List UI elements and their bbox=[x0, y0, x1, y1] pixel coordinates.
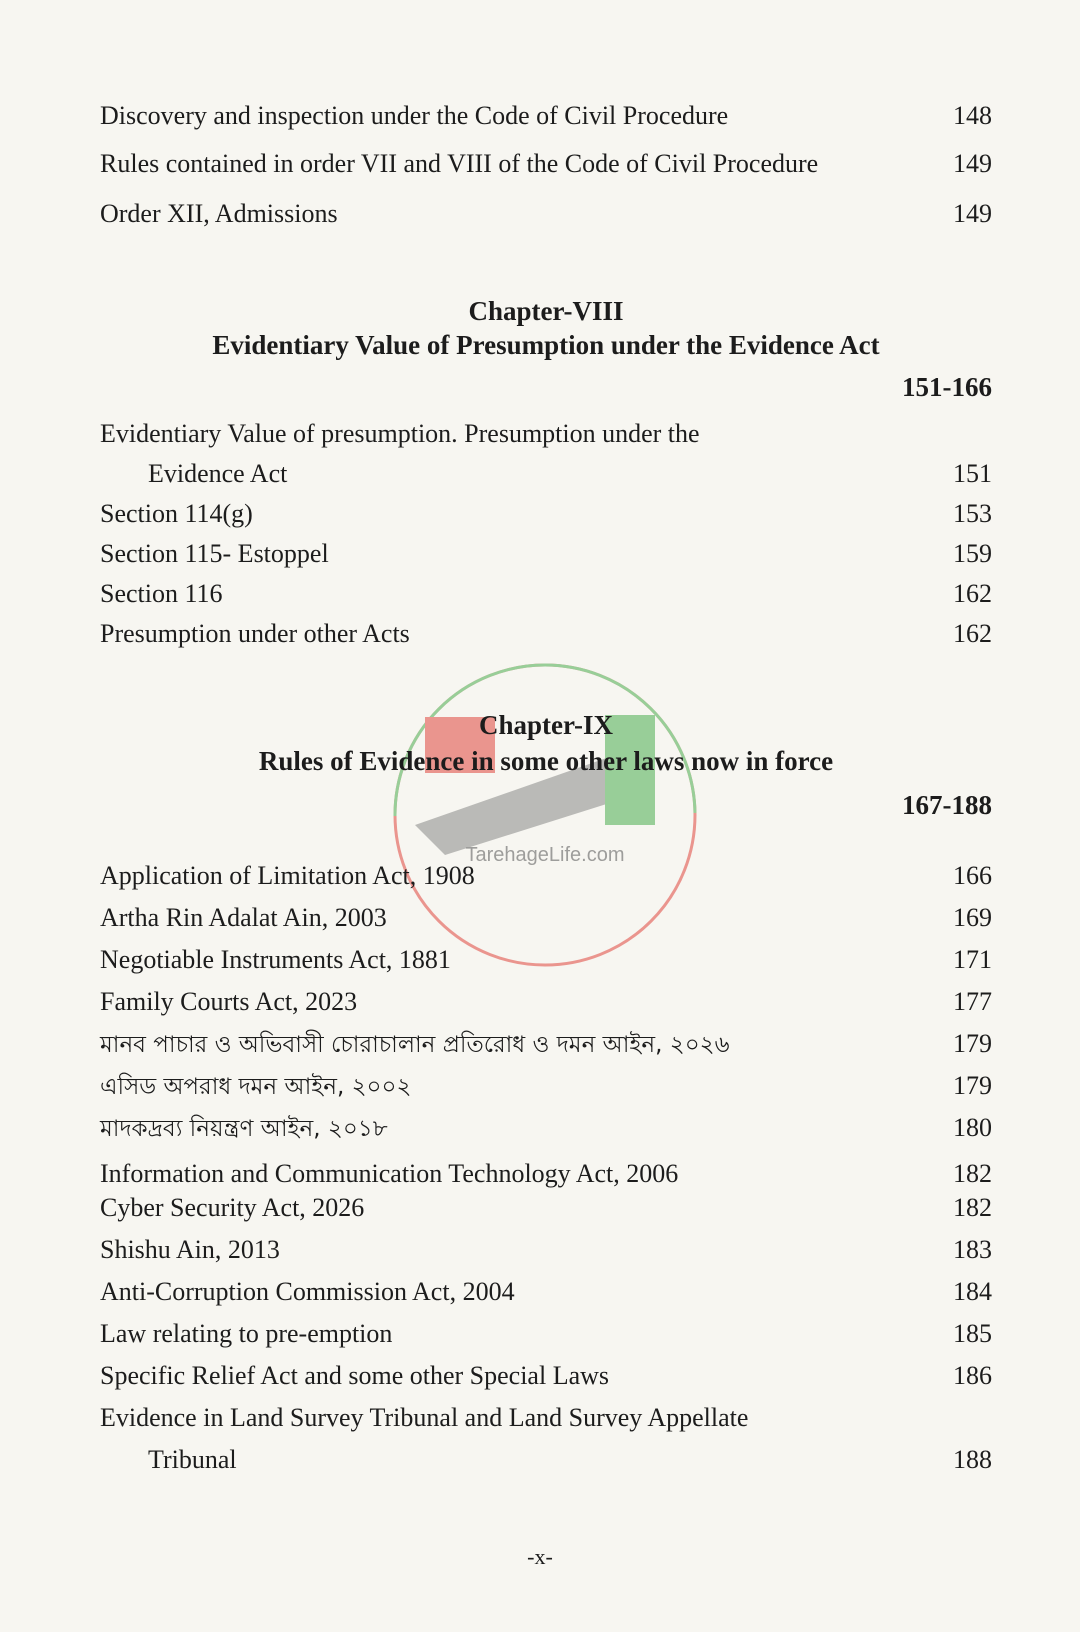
toc-entry-title: Presumption under other Acts bbox=[100, 619, 410, 648]
toc-entry-title: Discovery and inspection under the Code of Civil Procedure bbox=[100, 101, 729, 130]
toc-entry-page: 162 bbox=[953, 619, 992, 648]
toc-entry-page: 180 bbox=[953, 1113, 992, 1142]
toc-entry-title: Evidence Act bbox=[148, 459, 288, 488]
toc-entry bbox=[100, 458, 992, 490]
toc-entry bbox=[100, 1192, 992, 1224]
toc-entry bbox=[100, 1360, 992, 1392]
toc-entry bbox=[100, 498, 992, 530]
chapter-label: Chapter-IX bbox=[479, 710, 613, 740]
toc-entry-title: Evidentiary Value of presumption. Presumption under the bbox=[100, 419, 700, 448]
toc-entry bbox=[100, 986, 992, 1018]
toc-entry-page: 149 bbox=[953, 199, 992, 228]
toc-entry bbox=[100, 1158, 992, 1190]
toc-entry-page: 171 bbox=[953, 945, 992, 974]
chapter-page-range: 167-188 bbox=[902, 790, 992, 820]
toc-entry-page: 162 bbox=[953, 579, 992, 608]
toc-entry bbox=[100, 860, 992, 892]
toc-entry-page: 182 bbox=[953, 1159, 992, 1188]
toc-entry-title: Section 115- Estoppel bbox=[100, 539, 329, 568]
toc-entry-page: 186 bbox=[953, 1361, 992, 1390]
toc-entry-page: 179 bbox=[953, 1029, 992, 1058]
toc-entry-page: 184 bbox=[953, 1277, 992, 1306]
toc-entry bbox=[100, 578, 992, 610]
toc-entry-title: Anti-Corruption Commission Act, 2004 bbox=[100, 1277, 515, 1306]
page-number-footer: -x- bbox=[527, 1544, 553, 1569]
toc-entry-page: 182 bbox=[953, 1193, 992, 1222]
toc-entry bbox=[100, 100, 992, 132]
toc-entry bbox=[100, 198, 992, 230]
toc-entry-page: 183 bbox=[953, 1235, 992, 1264]
toc-entry bbox=[100, 618, 992, 650]
toc-entry bbox=[100, 1444, 992, 1476]
toc-entry-title: এসিড অপরাধ দমন আইন, ২০০২ bbox=[100, 1074, 412, 1100]
toc-entry bbox=[100, 418, 992, 450]
toc-entry-title: Application of Limitation Act, 1908 bbox=[100, 861, 475, 890]
toc-entry bbox=[100, 1318, 992, 1350]
toc-entry-page: 153 bbox=[953, 499, 992, 528]
toc-entry bbox=[100, 1402, 992, 1434]
toc-entry bbox=[100, 538, 992, 570]
chapter-page-range: 151-166 bbox=[902, 372, 992, 402]
toc-entry-title: Specific Relief Act and some other Special Laws bbox=[100, 1361, 610, 1390]
toc-entry bbox=[100, 1112, 992, 1145]
toc-entry-title: Tribunal bbox=[148, 1445, 237, 1474]
chapter-title: Rules of Evidence in some other laws now in force bbox=[258, 746, 834, 776]
toc-entry bbox=[100, 1234, 992, 1266]
toc-entry-title: Law relating to pre-emption bbox=[100, 1319, 393, 1348]
toc-entry-title: Information and Communication Technology Act, 2006 bbox=[100, 1159, 679, 1188]
toc-entry-title: Family Courts Act, 2023 bbox=[100, 987, 358, 1016]
chapter-title: Evidentiary Value of Presumption under the Evidence Act bbox=[212, 330, 880, 360]
toc-entry-title: Evidence in Land Survey Tribunal and Land Survey Appellate bbox=[100, 1403, 749, 1432]
toc-entry bbox=[100, 944, 992, 976]
toc-entry-title: Cyber Security Act, 2026 bbox=[100, 1193, 365, 1222]
toc-entry-page: 177 bbox=[953, 987, 992, 1016]
toc-entry-title: Artha Rin Adalat Ain, 2003 bbox=[100, 903, 387, 932]
toc-entry-page: 151 bbox=[953, 459, 992, 488]
toc-entry-title: Section 116 bbox=[100, 579, 223, 608]
toc-entry bbox=[100, 1070, 992, 1103]
toc-entry bbox=[100, 902, 992, 934]
toc-entry-page: 179 bbox=[953, 1071, 992, 1100]
toc-entry-title: মাদকদ্রব্য নিয়ন্ত্রণ আইন, ২০১৮ bbox=[100, 1116, 388, 1142]
toc-entry-page: 169 bbox=[953, 903, 992, 932]
toc-entry-title: Negotiable Instruments Act, 1881 bbox=[100, 945, 451, 974]
toc-entry-title: Shishu Ain, 2013 bbox=[100, 1235, 280, 1264]
toc-entry-page: 149 bbox=[953, 149, 992, 178]
toc-entry-page: 188 bbox=[953, 1445, 992, 1474]
toc-entry bbox=[100, 1028, 992, 1061]
toc-entry bbox=[100, 1276, 992, 1308]
toc-entry bbox=[100, 148, 992, 180]
toc-entry-page: 159 bbox=[953, 539, 992, 568]
toc-entry-page: 185 bbox=[953, 1319, 992, 1348]
toc-entry-page: 166 bbox=[953, 861, 992, 890]
toc-entry-title: মানব পাচার ও অভিবাসী চোরাচালান প্রতিরোধ ও দমন আইন, ২০২৬ bbox=[100, 1032, 730, 1058]
toc-entry-page: 148 bbox=[953, 101, 992, 130]
toc-entry-title: Order XII, Admissions bbox=[100, 199, 338, 228]
chapter-label: Chapter-VIII bbox=[468, 296, 624, 326]
toc-entry-title: Rules contained in order VII and VIII of the Code of Civil Procedure bbox=[100, 149, 819, 178]
toc-entry-title: Section 114(g) bbox=[100, 499, 253, 528]
watermark-site-text: TarehageLife.com bbox=[465, 844, 625, 866]
